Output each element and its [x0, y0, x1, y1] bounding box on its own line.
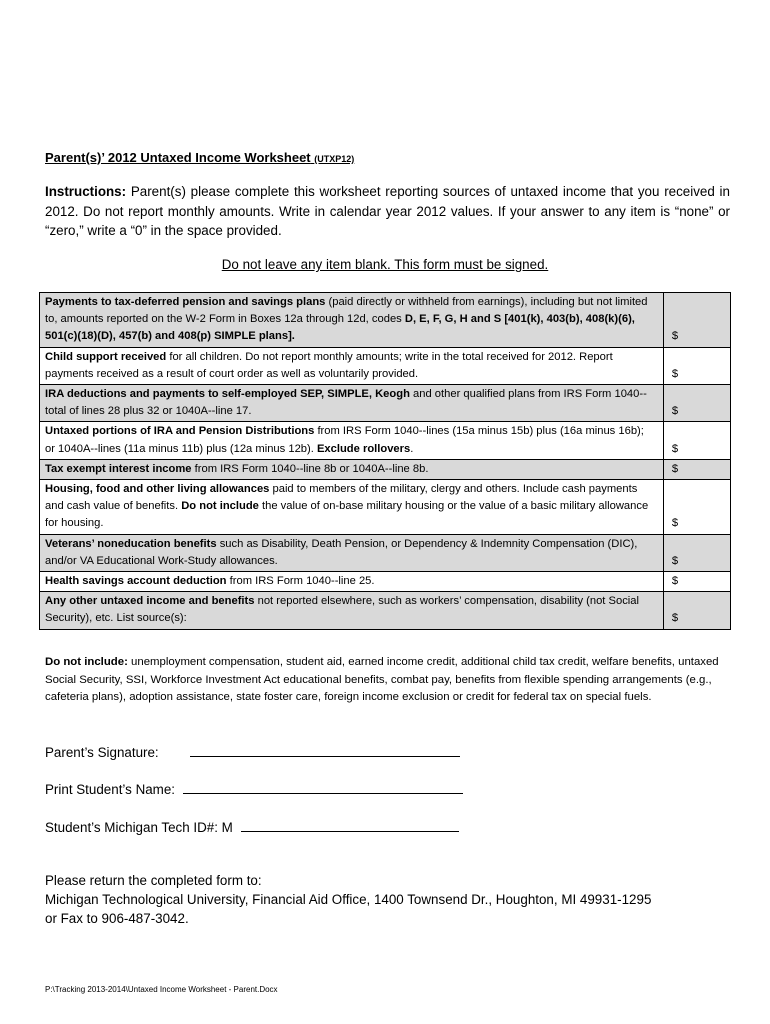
item-description: Veterans’ noneducation benefits such as Disability, Death Pension, or Dependency & Indemnity Compensation (DIC), and/or VA Educational Work-Study allowances. — [40, 534, 664, 571]
do-not-leave-blank-warning: Do not leave any item blank. This form must be signed. — [221, 257, 549, 272]
parent-signature-label: Parent’s Signature: — [45, 745, 159, 760]
table-row — [40, 293, 731, 348]
return-address: Michigan Technological University, Financial Aid Office, 1400 Townsend Dr., Houghton, MI 49931-1295 — [45, 892, 652, 907]
amount-field[interactable]: $ — [663, 534, 730, 571]
item-description: IRA deductions and payments to self-employed SEP, SIMPLE, Keogh and other qualified plans from IRS Form 1040--total of lines 28 plus 32 or 1040A--line 17. — [40, 385, 664, 422]
student-name-label: Print Student’s Name: — [45, 782, 176, 797]
table-row — [40, 534, 731, 571]
file-path-footer: P:\Tracking 2013-2014\Untaxed Income Worksheet - Parent.Docx — [45, 985, 278, 994]
amount-field[interactable]: $ — [663, 459, 730, 479]
parent-signature-row — [45, 742, 460, 760]
return-instructions — [45, 871, 651, 928]
item-description: Housing, food and other living allowances paid to members of the military, clergy and others. Include cash payments and cash value of benefits. Do not include the value of on-base military housing or the value of a basic military allowance for housing. — [40, 480, 664, 535]
amount-field[interactable]: $ — [663, 572, 730, 592]
item-description: Untaxed portions of IRA and Pension Distributions from IRS Form 1040--lines (15a minus 15b) plus (16a minus 16b); or 1040A--lines (11a minus 11b) plus (12a minus 12b). Exclude rollovers. — [40, 422, 664, 459]
table-row — [40, 592, 731, 629]
amount-field[interactable]: $ — [663, 385, 730, 422]
return-line-1: Please return the completed form to: — [45, 873, 262, 888]
amount-field[interactable]: $ — [663, 592, 730, 629]
item-description: Health savings account deduction from IRS Form 1040--line 25. — [40, 572, 664, 592]
instructions-paragraph — [45, 182, 730, 241]
amount-field[interactable]: $ — [663, 422, 730, 459]
student-name-row — [45, 779, 463, 797]
return-fax: or Fax to 906-487-3042. — [45, 911, 189, 926]
title-text: Parent(s)’ 2012 Untaxed Income Worksheet — [45, 150, 311, 165]
item-description: Child support received for all children. Do not report monthly amounts; write in the total received for 2012. Report payments received as a result of court order as well as voluntarily provided. — [40, 347, 664, 384]
item-description: Any other untaxed income and benefits not reported elsewhere, such as workers’ compensation, disability (not Social Security), etc. List source(s): — [40, 592, 664, 629]
item-description: Tax exempt interest income from IRS Form 1040--line 8b or 1040A--line 8b. — [40, 459, 664, 479]
exclusions-label: Do not include: — [45, 656, 128, 668]
untaxed-income-table — [39, 292, 731, 630]
exclusions-text: unemployment compensation, student aid, earned income credit, additional child tax credit, welfare benefits, untaxed Social Security, SSI, Workforce Investment Act educational benefits, combat pay, benefits from flexible spending arrangements (e.g., cafeteria plans), adoption assistance, state foster care, foreign income exclusion or credit for federal tax on special fuels. — [45, 656, 719, 703]
amount-field[interactable]: $ — [663, 293, 730, 348]
worksheet-title — [45, 150, 354, 165]
instructions-text: Parent(s) please complete this worksheet reporting sources of untaxed income that you received in 2012. Do not report monthly amounts. Write in calendar year 2012 values. If your answer to any item is “none” or “zero,” write a “0” in the space provided. — [45, 184, 730, 238]
table-row — [40, 385, 731, 422]
table-row — [40, 422, 731, 459]
exclusions-paragraph — [45, 654, 730, 707]
student-name-field[interactable] — [183, 779, 463, 794]
table-row — [40, 480, 731, 535]
instructions-label: Instructions: — [45, 184, 127, 199]
table-row — [40, 347, 731, 384]
parent-signature-field[interactable] — [190, 742, 460, 757]
item-description: Payments to tax-deferred pension and savings plans (paid directly or withheld from earnings), including but not limited to, amounts reported on the W-2 Form in Boxes 12a through 12d, codes D, E, F, G, H and S [401(k), 403(b), 408(k)(6), 501(c)(18)(D), 457(b) and 408(p) SIMPLE plans]. — [40, 293, 664, 348]
amount-field[interactable]: $ — [663, 480, 730, 535]
table-row — [40, 459, 731, 479]
student-id-label: Student’s Michigan Tech ID#: M — [45, 820, 233, 835]
table-row — [40, 572, 731, 592]
amount-field[interactable]: $ — [663, 347, 730, 384]
form-code: (UTXP12) — [314, 154, 355, 164]
student-id-row — [45, 817, 459, 835]
student-id-field[interactable] — [241, 817, 459, 832]
